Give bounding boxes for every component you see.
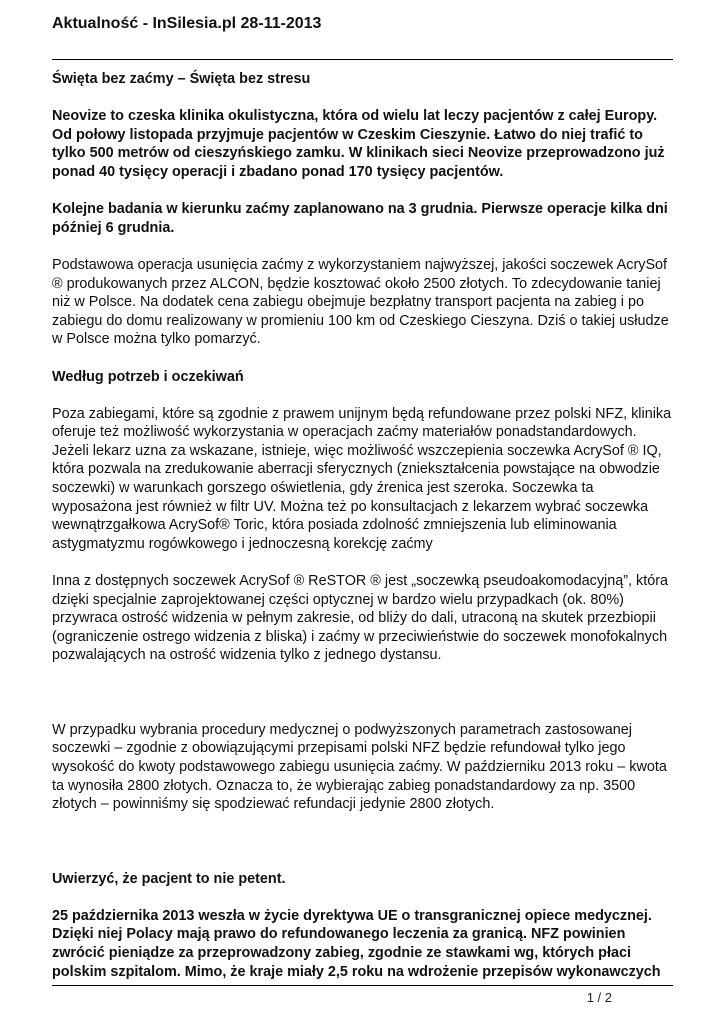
- page-title: Aktualność - InSilesia.pl 28-11-2013: [52, 15, 322, 32]
- page-number: 1 / 2: [586, 990, 612, 1005]
- body-paragraph: Podstawowa operacja usunięcia zaćmy z wykorzystaniem najwyższej, jakości soczewek AcrySof ® produkowanych przez ALCON, będzie kosztować około 2500 złotych. To zdecydowanie taniej niż w Polsce. Na dodatek cena zabiegu obejmuje bezpłatny transport pacjenta na zabieg i po zabiegu do domu realizowany w promieniu 100 km od Czeskiego Cieszyna. Dziś o takiej usłudze w Polsce można tylko pomarzyć.: [52, 256, 669, 348]
- body-paragraph: Poza zabiegami, które są zgodnie z prawem unijnym będą refundowane przez polski NFZ, klinika oferuje też możliwość wykorzystania w operacjach zaćmy materiałów ponadstandardowych. Jeżeli lekarz uzna za wskazane, istnieje, więc możliwość wszczepienia soczewka AcrySof ® IQ, która pozwala na zredukowanie aberracji sferycznych (zniekształcenia powstające na obwodzie soczewki) w warunkach gorszego oświetlenia, gdy źrenica jest szeroka. Soczewka ta wyposażona jest również w filtr UV. Można też po konsultacjach z lekarzem wybrać soczewka wewnątrzgałkowa AcrySof® Toric, która posiada zdolność zmniejszenia lub eliminowania astygmatyzmu rogówkowego i jednoczesną korekcję zaćmy: [52, 405, 672, 552]
- lead-paragraph: Neovize to czeska klinika okulistyczna, która od wielu lat leczy pacjentów z całej Europy. Od połowy listopada przyjmuje pacjentów w Czeskim Cieszynie. Łatwo do niej trafić to tylko 500 metrów od cieszyńskiego zamku. W klinikach sieci Neovize przeprowadzono już ponad 40 tysięcy operacji i zbadano ponad 170 tysięcy pacjentów.: [52, 108, 665, 180]
- footer-divider: [52, 985, 673, 986]
- header-divider: [52, 59, 673, 60]
- lead-paragraph: Kolejne badania w kierunku zaćmy zaplanowano na 3 grudnia. Pierwsze operacje kilka dni później 6 grudnia.: [52, 201, 668, 236]
- lead-paragraph: 25 października 2013 weszła w życie dyrektywa UE o transgranicznej opiece medycznej. Dzięki niej Polacy mają prawo do refundowanego leczenia za granicą. NFZ powinien zwrócić pieniądze za przeprowadzony zabieg, zgodnie ze stawkami wg, których płaci polskim szpitalom. Mimo, że kraje miały 2,5 roku na wdrożenie przepisów wykonawczych: [52, 907, 661, 980]
- section-subheading: Według potrzeb i oczekiwań: [52, 368, 244, 385]
- section-subheading: Uwierzyć, że pacjent to nie petent.: [52, 870, 286, 887]
- article-body: [52, 70, 674, 981]
- body-paragraph: W przypadku wybrania procedury medycznej o podwyższonych parametrach zastosowanej soczewki – zgodnie z obowiązującymi przepisami polski NFZ będzie refundował tylko jego wysokość do kwoty podstawowego zabiegu usunięcia zaćmy. W październiku 2013 roku – kwota ta wynosiła 2800 złotych. Oznacza to, że wybierając zabieg ponadstandardowy za np. 3500 złotych – powinniśmy się spodziewać refundacji jedynie 2800 złotych.: [52, 721, 667, 813]
- article-heading: Święta bez zaćmy – Święta bez stresu: [52, 71, 311, 87]
- body-paragraph: Inna z dostępnych soczewek AcrySof ® ReSTOR ® jest „soczewką pseudoakomodacyjną”, która dzięki specjalnie zaprojektowanej części optycznej w bardzo wielu przypadkach (ok. 80%) przywraca ostrość widzenia w pełnym zakresie, od bliży do dali, utraconą na skutek przezbiopii (ograniczenie ostrego widzenia z bliska) i zaćmy w przeciwieństwie do soczewek monofokalnych pozwalających na ostrość widzenia tylko z jednego dystansu.: [52, 573, 669, 664]
